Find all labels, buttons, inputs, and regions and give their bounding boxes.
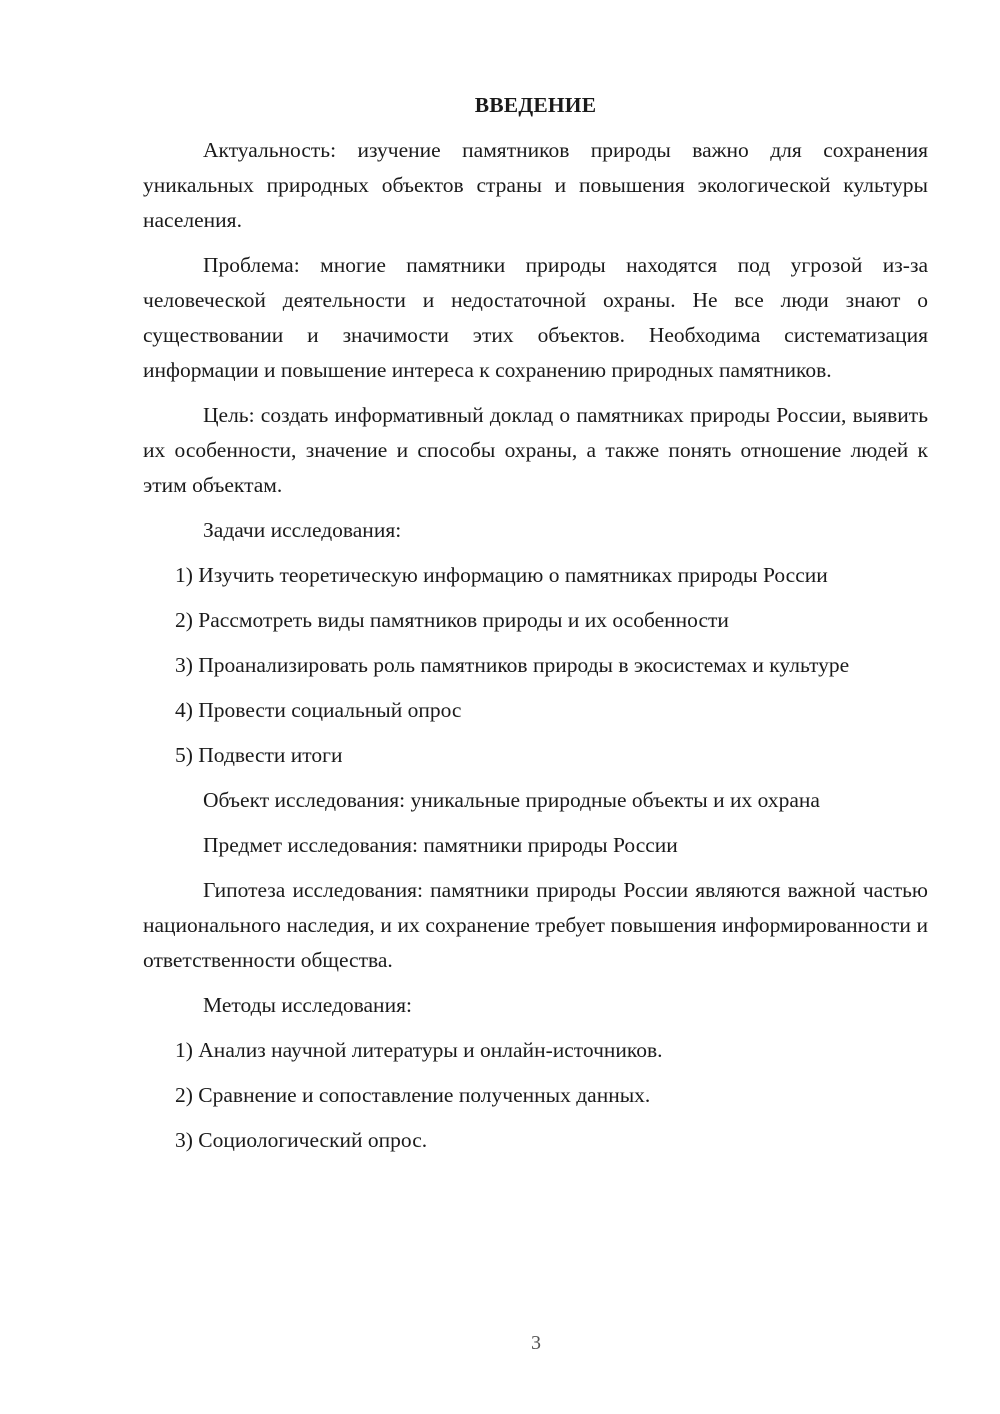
paragraph-goal: Цель: создать информативный доклад о памятниках природы России, выявить их особенности, значение и способы охраны, а также понять отношение людей к этим объектам. [143, 403, 928, 497]
task-item: 2) Рассмотреть виды памятников природы и их особенности [175, 608, 729, 632]
task-item: 3) Проанализировать роль памятников природы в экосистемах и культуре [175, 653, 850, 677]
methods-heading: Методы исследования: [203, 993, 412, 1017]
task-item: 5) Подвести итоги [175, 743, 343, 767]
paragraph-problem: Проблема: многие памятники природы находятся под угрозой из-за человеческой деятельности и недостаточной охраны. Не все люди знают о существовании и значимости этих объектов. Необходима систематизация информации и повышение интереса к сохранению природных памятников. [143, 253, 928, 382]
task-item: 4) Провести социальный опрос [175, 698, 462, 722]
page-number: 3 [531, 1332, 541, 1354]
document-page [143, 88, 928, 1168]
paragraph-object: Объект исследования: уникальные природные объекты и их охрана [203, 788, 820, 812]
document-title: ВВЕДЕНИЕ [474, 93, 597, 117]
paragraph-hypothesis: Гипотеза исследования: памятники природы России являются важной частью национального наследия, и их сохранение требует повышения информированности и ответственности общества. [143, 878, 928, 972]
paragraph-subject: Предмет исследования: памятники природы России [203, 833, 678, 857]
task-item: 1) Изучить теоретическую информацию о памятниках природы России [175, 563, 828, 587]
method-item: 2) Сравнение и сопоставление полученных данных. [175, 1083, 651, 1107]
paragraph-relevance: Актуальность: изучение памятников природы важно для сохранения уникальных природных объектов страны и повышения экологической культуры населения. [143, 138, 928, 232]
method-item: 1) Анализ научной литературы и онлайн-источников. [175, 1038, 663, 1062]
method-item: 3) Социологический опрос. [175, 1128, 428, 1152]
tasks-heading: Задачи исследования: [203, 518, 402, 542]
